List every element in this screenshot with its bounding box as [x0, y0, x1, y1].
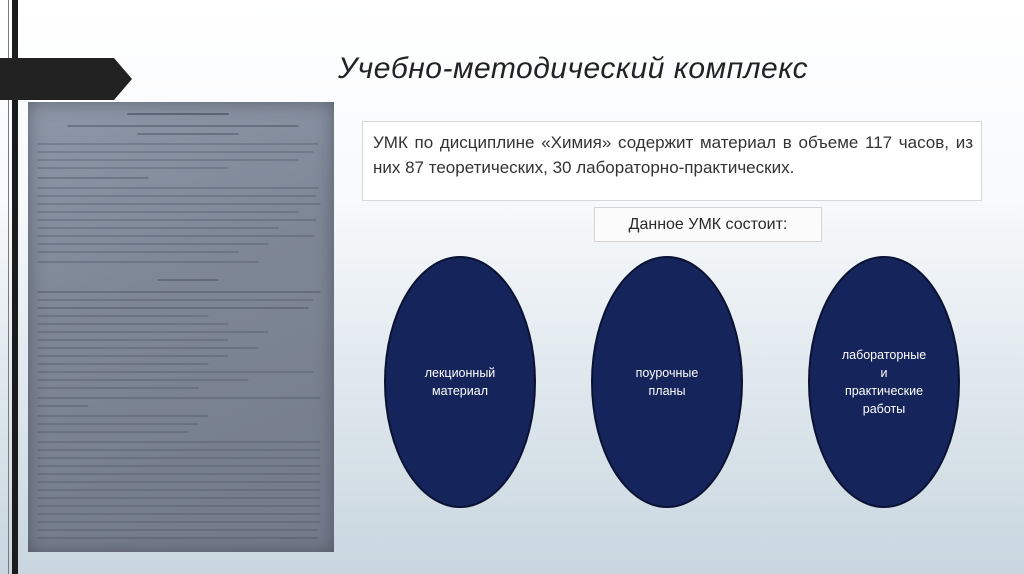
component-label: лекционный материал: [424, 366, 496, 398]
component-ellipse-lab-works: [808, 256, 960, 508]
info-text: УМК по дисциплине «Химия» содержит материал в объеме 117 часов, из них 87 теоретических, 30 лабораторно-практических.: [373, 133, 973, 177]
component-ellipse-lectures: [384, 256, 536, 508]
subtitle-box: Данное УМК состоит:: [594, 207, 822, 242]
info-box: [362, 121, 982, 201]
document-photo: [28, 102, 334, 552]
component-label: поурочные планы: [635, 366, 699, 398]
title-arrow-tab: [0, 58, 132, 100]
component-label: лабораторные и практические работы: [841, 348, 927, 416]
page-title: Учебно-методический комплекс: [338, 52, 809, 85]
component-ellipse-lesson-plans: [591, 256, 743, 508]
document-photo-vignette: [28, 102, 334, 552]
